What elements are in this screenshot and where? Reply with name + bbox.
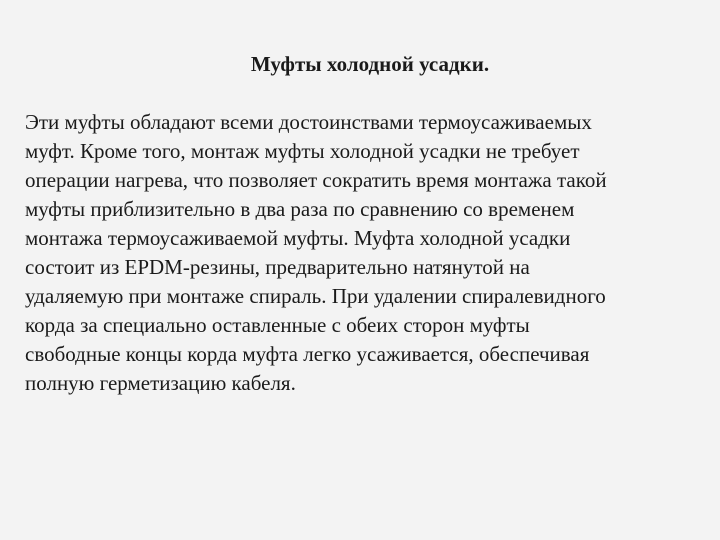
slide-paragraph <box>25 108 705 398</box>
paragraph-line: состоит из EPDM-резины, предварительно натянутой на <box>25 255 530 279</box>
paragraph-line: удаляемую при монтаже спираль. При удалении спиралевидного <box>25 284 606 308</box>
paragraph-line: операции нагрева, что позволяет сократить время монтажа такой <box>25 168 607 192</box>
slide-title: Муфты холодной усадки. <box>250 52 490 76</box>
paragraph-line: монтажа термоусаживаемой муфты. Муфта холодной усадки <box>25 226 571 250</box>
paragraph-line: корда за специально оставленные с обеих сторон муфты <box>25 313 530 337</box>
paragraph-line: Эти муфты обладают всеми достоинствами термоусаживаемых <box>25 110 592 134</box>
paragraph-line: муфт. Кроме того, монтаж муфты холодной усадки не требует <box>25 139 580 163</box>
paragraph-line: полную герметизацию кабеля. <box>25 371 296 395</box>
paragraph-line: муфты приблизительно в два раза по сравнению со временем <box>25 197 575 221</box>
paragraph-line: свободные концы корда муфта легко усаживается, обеспечивая <box>25 342 590 366</box>
